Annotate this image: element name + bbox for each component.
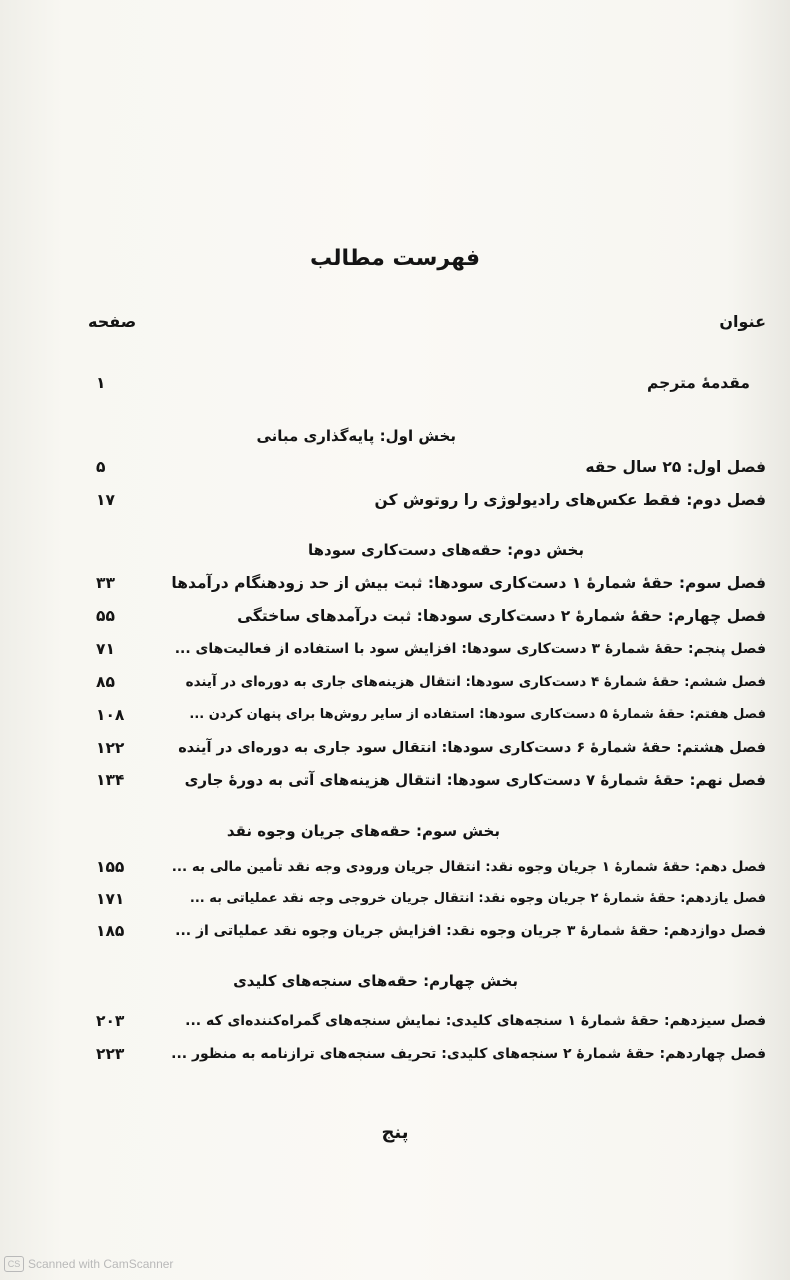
- toc-entry[interactable]: [0, 916, 790, 946]
- watermark-text: Scanned with CamScanner: [28, 1257, 174, 1271]
- entry-page: ۱۰۸: [96, 706, 125, 724]
- entry-page: ۷۱: [96, 640, 115, 658]
- part-heading-2: بخش دوم: حقه‌های دست‌کاری سودها: [308, 541, 584, 559]
- entry-title: مقدمهٔ مترجم: [647, 374, 750, 392]
- entry-page: ۵: [96, 458, 106, 476]
- entry-page: ۲۲۳: [96, 1045, 125, 1063]
- entry-title: فصل چهارم: حقهٔ شمارهٔ ۲ دست‌کاری سودها: ثبت درآمدهای ساختگی: [237, 607, 766, 625]
- toc-entry[interactable]: [0, 733, 790, 763]
- entry-title: فصل سوم: حقهٔ شمارهٔ ۱ دست‌کاری سودها: ثبت بیش از حد زودهنگام درآمدها: [171, 574, 766, 592]
- toc-entry[interactable]: [0, 852, 790, 882]
- toc-entry[interactable]: [0, 568, 790, 598]
- toc-entry[interactable]: [0, 1039, 790, 1069]
- part-heading-1: بخش اول: پایه‌گذاری مبانی: [256, 427, 456, 445]
- entry-title: فصل چهاردهم: حقهٔ شمارهٔ ۲ سنجه‌های کلیدی: تحریف سنجه‌های ترازنامه به منظور ...: [171, 1046, 766, 1062]
- toc-entry[interactable]: [0, 884, 790, 914]
- entry-title: فصل هفتم: حقهٔ شمارهٔ ۵ دست‌کاری سودها: استفاده از سایر روش‌ها برای پنهان کردن ...: [189, 707, 766, 722]
- column-page-header: صفحه: [88, 312, 137, 331]
- toc-entry[interactable]: [0, 700, 790, 730]
- entry-page: ۱۲۲: [96, 739, 125, 757]
- entry-page: ۱۷۱: [96, 890, 125, 908]
- toc-entry[interactable]: [0, 1006, 790, 1036]
- entry-title: فصل هشتم: حقهٔ شمارهٔ ۶ دست‌کاری سودها: انتقال سود جاری به دوره‌ای در آینده: [178, 740, 766, 756]
- part-heading-4: بخش چهارم: حقه‌های سنجه‌های کلیدی: [233, 972, 518, 990]
- entry-title: فصل یازدهم: حقهٔ شمارهٔ ۲ جریان وجوه نقد: انتقال جریان خروجی وجه نقد عملیاتی به ...: [189, 891, 766, 906]
- entry-page: ۲۰۳: [96, 1012, 125, 1030]
- toc-entry-intro[interactable]: [0, 368, 790, 398]
- entry-page: ۱۳۴: [96, 771, 125, 789]
- entry-title: فصل دهم: حقهٔ شمارهٔ ۱ جریان وجوه نقد: انتقال جریان ورودی وجه نقد تأمین مالی به ...: [171, 859, 766, 875]
- entry-title: فصل نهم: حقهٔ شمارهٔ ۷ دست‌کاری سودها: انتقال هزینه‌های آتی به دورهٔ جاری: [184, 771, 766, 789]
- toc-title: فهرست مطالب: [309, 246, 481, 271]
- column-title-header: عنوان: [719, 312, 766, 331]
- camscanner-logo-icon: CS: [4, 1256, 24, 1272]
- toc-entry[interactable]: [0, 452, 790, 482]
- toc-entry[interactable]: [0, 765, 790, 795]
- toc-entry[interactable]: [0, 601, 790, 631]
- entry-title: فصل دوم: فقط عکس‌های رادیولوژی را روتوش کن: [374, 491, 766, 509]
- part-heading-3: بخش سوم: حقه‌های جریان وجوه نقد: [226, 822, 500, 840]
- toc-entry[interactable]: [0, 634, 790, 664]
- entry-title: فصل ششم: حقهٔ شمارهٔ ۴ دست‌کاری سودها: انتقال هزینه‌های جاری به دوره‌ای در آینده: [185, 674, 766, 690]
- entry-page: ۸۵: [96, 673, 115, 691]
- entry-page: ۱: [96, 374, 106, 392]
- entry-page: ۱۵۵: [96, 858, 125, 876]
- entry-title: فصل سیزدهم: حقهٔ شمارهٔ ۱ سنجه‌های کلیدی: نمایش سنجه‌های گمراه‌کننده‌ای که ...: [185, 1013, 766, 1029]
- entry-page: ۱۷: [96, 491, 115, 509]
- toc-entry[interactable]: [0, 485, 790, 515]
- entry-page: ۳۳: [96, 574, 115, 592]
- entry-title: فصل دوازدهم: حقهٔ شمارهٔ ۳ جریان وجوه نقد: افزایش جریان وجوه نقد عملیاتی از ...: [175, 923, 766, 939]
- page-number: پنج: [381, 1122, 409, 1143]
- entry-page: ۵۵: [96, 607, 115, 625]
- entry-title: فصل پنجم: حقهٔ شمارهٔ ۳ دست‌کاری سودها: افزایش سود با استفاده از فعالیت‌های ...: [174, 641, 766, 657]
- entry-title: فصل اول: ۲۵ سال حقه: [585, 458, 766, 476]
- entry-page: ۱۸۵: [96, 922, 125, 940]
- toc-entry[interactable]: [0, 667, 790, 697]
- scanner-watermark: [4, 1256, 173, 1272]
